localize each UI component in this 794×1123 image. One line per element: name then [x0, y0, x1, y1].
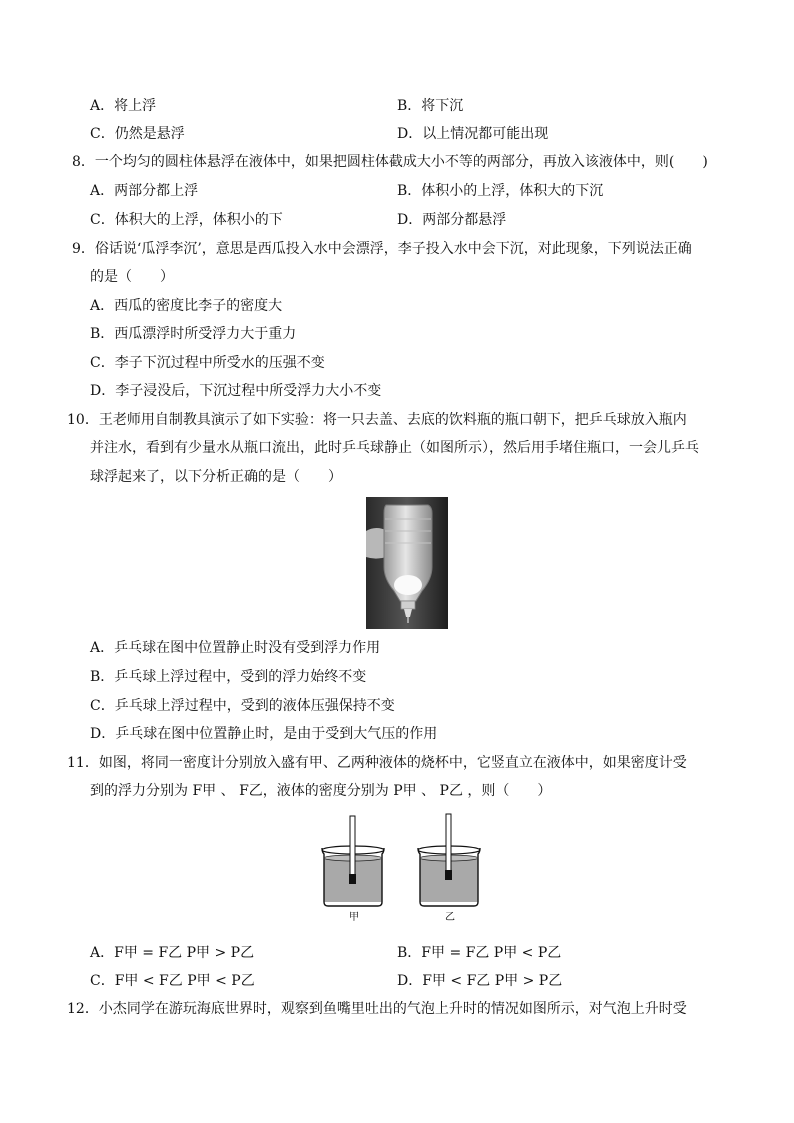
- q9-option-c: C．李子下沉过程中所受水的压强不变: [90, 355, 325, 371]
- q7-option-a: A．将上浮: [90, 98, 157, 114]
- beaker-yi: [418, 814, 480, 906]
- beakers-diagram: [318, 812, 494, 924]
- q10-option-b: B．乒乓球上浮过程中，受到的浮力始终不变: [90, 669, 367, 685]
- q9-option-b: B．西瓜漂浮时所受浮力大于重力: [90, 326, 297, 342]
- q11-stem-line2: 到的浮力分别为 F甲 、 F乙，液体的密度分别为 P甲 、 P乙 ，则（ ）: [90, 783, 552, 799]
- q12-stem-line1: 12．小杰同学在游玩海底世界时，观察到鱼嘴里吐出的气泡上升时的情况如图所示，对气泡上升时受: [67, 1001, 687, 1017]
- q11-option-d: D．F甲 < F乙 P甲 > P乙: [397, 973, 563, 989]
- q7-option-b: B．将下沉: [397, 98, 464, 114]
- q7-option-c: C．仍然是悬浮: [90, 126, 185, 142]
- q11-stem-line1: 11．如图，将同一密度计分别放入盛有甲、乙两种液体的烧杯中，它竖直立在液体中，如果密度计受: [67, 755, 687, 771]
- q8-option-a: A．两部分都上浮: [90, 183, 199, 199]
- q8-option-d: D．两部分都悬浮: [397, 212, 507, 228]
- q10-stem-line2: 并注水，看到有少量水从瓶口流出，此时乒乓球静止（如图所示），然后用手堵住瓶口，一会儿乒乓: [90, 440, 699, 456]
- q9-stem-line1: 9．俗话说‘瓜浮李沉’，意思是西瓜投入水中会漂浮，李子投入水中会下沉，对此现象，下列说法正确: [72, 241, 692, 257]
- q10-option-c: C．乒乓球上浮过程中，受到的液体压强保持不变: [90, 698, 395, 714]
- label-yi: 乙: [445, 912, 455, 923]
- q10-option-a: A．乒乓球在图中位置静止时没有受到浮力作用: [90, 640, 381, 656]
- bottle-photo: [366, 497, 448, 629]
- q10-stem-line3: 球浮起来了，以下分析正确的是（ ）: [90, 469, 342, 485]
- beaker-jia: [322, 816, 384, 906]
- q11-option-c: C．F甲 < F乙 P甲 < P乙: [90, 973, 255, 989]
- q11-option-b: B．F甲 = F乙 P甲 < P乙: [397, 945, 562, 961]
- q8-option-c: C．体积大的上浮，体积小的下: [90, 212, 283, 228]
- q10-option-d: D．乒乓球在图中位置静止时，是由于受到大气压的作用: [90, 726, 438, 742]
- q8-stem: 8．一个均匀的圆柱体悬浮在液体中，如果把圆柱体截成大小不等的两部分，再放入该液体中，则( ): [72, 154, 708, 170]
- label-jia: 甲: [349, 912, 359, 923]
- q10-stem-line1: 10．王老师用自制教具演示了如下实验：将一只去盖、去底的饮料瓶的瓶口朝下，把乒乓球放入瓶内: [67, 412, 687, 428]
- q9-option-a: A．西瓜的密度比李子的密度大: [90, 298, 283, 314]
- q8-option-b: B．体积小的上浮，体积大的下沉: [397, 183, 604, 199]
- q9-option-d: D．李子浸没后，下沉过程中所受浮力大小不变: [90, 383, 382, 399]
- q11-option-a: A．F甲 = F乙 P甲 > P乙: [90, 945, 255, 961]
- q7-option-d: D．以上情况都可能出现: [397, 126, 549, 142]
- q9-stem-line2: 的是（ ）: [90, 269, 174, 285]
